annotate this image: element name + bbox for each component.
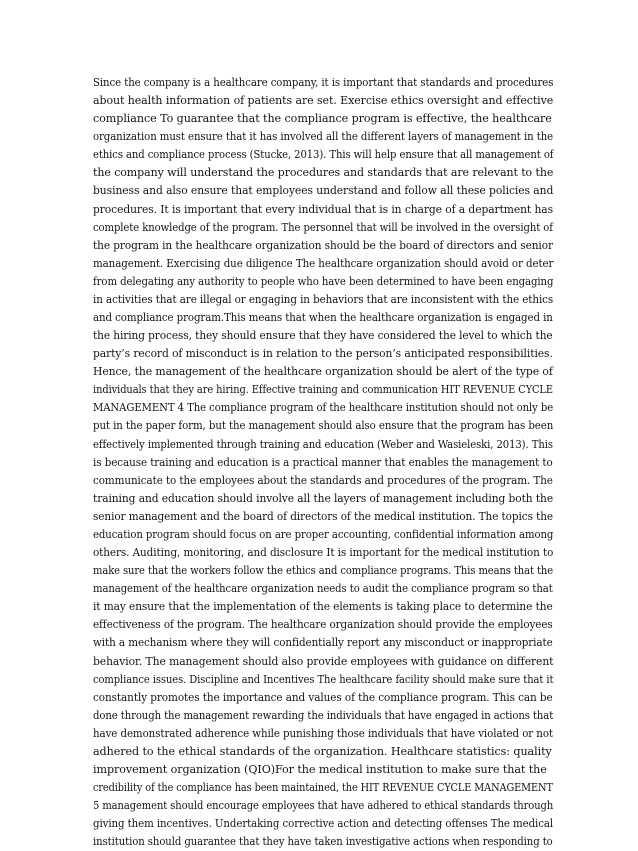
text-line: 5 management should encourage employees that have adhered to ethical standards through [93, 799, 554, 813]
text-line: organization must ensure that it has involved all the different layers of management in the [93, 130, 554, 144]
text-line: effectiveness of the program. The healthcare organization should provide the employees [93, 618, 553, 632]
text-line: effectively implemented through training and education (Weber and Wasieleski, 2013). This [93, 437, 553, 451]
body-text [93, 74, 553, 851]
text-line: giving them incentives. Undertaking corrective action and detecting offenses The medical [93, 817, 554, 831]
text-line: institution should guarantee that they have taken investigative actions when responding to [93, 835, 553, 849]
text-line: credibility of the compliance has been maintained, the HIT REVENUE CYCLE MANAGEMENT [93, 781, 553, 795]
text-line: improvement organization (QIO)For the medical institution to make sure that the [93, 762, 547, 776]
text-line: constantly promotes the importance and values of the compliance program. This can be [93, 690, 553, 704]
text-line: the program in the healthcare organization should be the board of directors and senior [93, 238, 553, 252]
text-line: management. Exercising due diligence The healthcare organization should avoid or deter [93, 256, 554, 270]
text-line: senior management and the board of directors of the medical institution. The topics the [93, 509, 554, 523]
text-line: is because training and education is a practical manner that enables the management to [93, 455, 553, 469]
text-line: ethics and compliance process (Stucke, 2013). This will help ensure that all management of [93, 148, 554, 162]
text-line: others. Auditing, monitoring, and disclosure It is important for the medical institution to [93, 546, 554, 560]
text-line: compliance To guarantee that the compliance program is effective, the healthcare [93, 112, 552, 126]
text-line: about health information of patients are set. Exercise ethics oversight and effective [93, 94, 554, 108]
text-line: have demonstrated adherence while punishing those individuals that have violated or not [93, 726, 553, 740]
text-line: Hence, the management of the healthcare organization should be alert of the type of [93, 365, 553, 379]
text-line: with a mechanism where they will confidentially report any misconduct or inappropriate [93, 636, 553, 650]
text-line: business and also ensure that employees understand and follow all these policies and [93, 184, 554, 198]
text-line: in activities that are illegal or engaging in behaviors that are inconsistent with the ethics [93, 292, 554, 306]
text-line: compliance issues. Discipline and Incentives The healthcare facility should make sure that it [93, 672, 554, 686]
text-line: party’s record of misconduct is in relation to the person’s anticipated responsibilities. [93, 347, 553, 361]
text-line: Since the company is a healthcare company, it is important that standards and procedures [93, 76, 554, 89]
text-line: education program should focus on are proper accounting, confidential information among [93, 527, 554, 541]
text-line: procedures. It is important that every individual that is in charge of a department has [93, 202, 554, 216]
text-line: it may ensure that the implementation of the elements is taking place to determine the [93, 600, 553, 614]
text-line: done through the management rewarding the individuals that have engaged in actions that [93, 708, 554, 722]
text-line: management of the healthcare organization needs to audit the compliance program so that [93, 582, 553, 596]
text-line: MANAGEMENT 4 The compliance program of the healthcare institution should not only be [93, 401, 554, 415]
text-line: individuals that they are hiring. Effective training and communication HIT REVENUE CYCLE [93, 383, 553, 397]
text-line: behavior. The management should also provide employees with guidance on different [93, 654, 554, 668]
text-line: training and education should involve all the layers of management including both the [93, 491, 554, 505]
text-line: the company will understand the procedures and standards that are relevant to the [93, 166, 554, 180]
text-line: adhered to the ethical standards of the organization. Healthcare statistics: quality [93, 744, 552, 758]
text-line: from delegating any authority to people who have been determined to have been engaging [93, 274, 554, 288]
text-line: complete knowledge of the program. The personnel that will be involved in the oversight of [93, 220, 553, 234]
text-line: the hiring process, they should ensure that they have considered the level to which the [93, 329, 553, 343]
text-line: make sure that the workers follow the ethics and compliance programs. This means that the [93, 564, 554, 578]
text-line: communicate to the employees about the standards and procedures of the program. The [93, 473, 553, 487]
text-line: and compliance program.This means that when the healthcare organization is engaged in [93, 311, 553, 325]
text-line: put in the paper form, but the management should also ensure that the program has been [93, 419, 554, 433]
